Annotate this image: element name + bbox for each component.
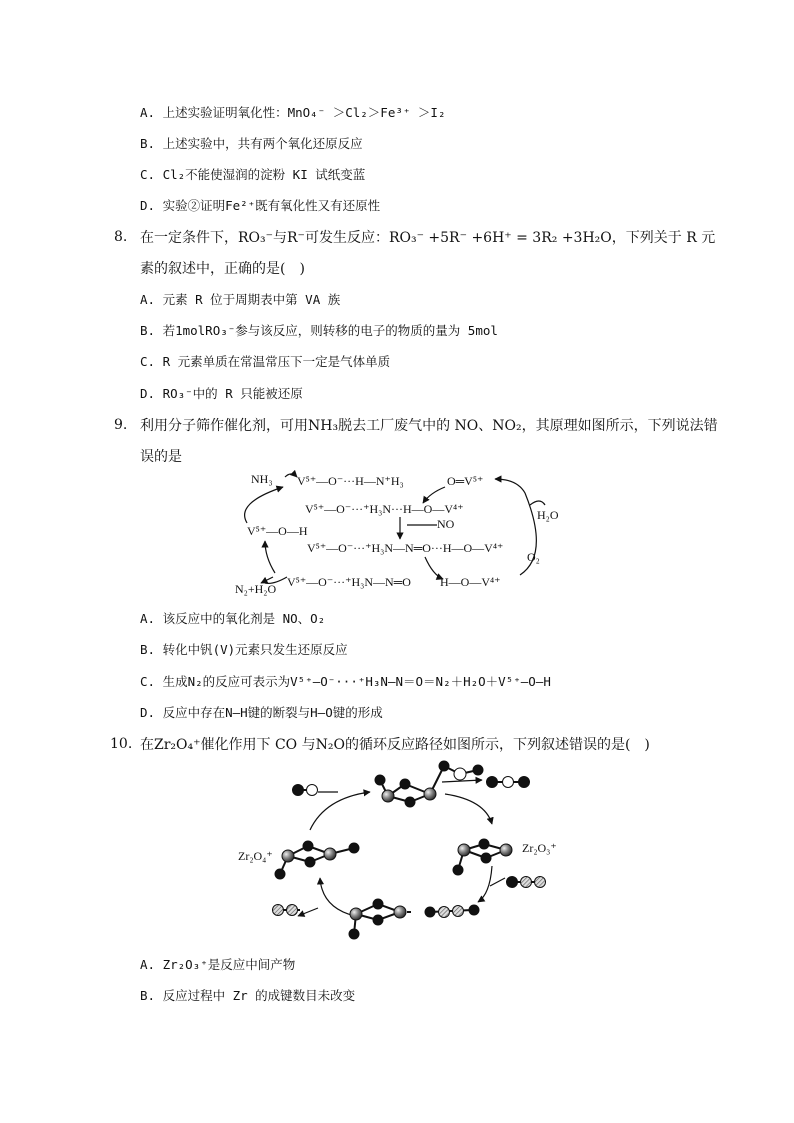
q9-mechanism-diagram xyxy=(225,465,565,600)
q8-number: 8. xyxy=(114,229,128,245)
q7-option-d: D. 实验②证明Fe²⁺既有氧化性又有还原性 xyxy=(140,198,381,213)
q8-option-a: A. 元素 R 位于周期表中第 VA 族 xyxy=(140,292,341,307)
q7-option-a: A. 上述实验证明氧化性：MnO₄⁻ ＞Cl₂＞Fe³⁺ ＞I₂ xyxy=(140,105,446,120)
label-h2o: H₂O xyxy=(537,508,559,522)
q9-stem-line2: 误的是 xyxy=(140,449,182,465)
q10-number: 10. xyxy=(110,736,133,752)
q8-stem-line2: 素的叙述中，正确的是( ) xyxy=(140,261,305,277)
species-top: V⁵⁺—O⁻···H—N⁺H₃ xyxy=(297,474,404,488)
q8-stem-line1: 在一定条件下，RO₃⁻与R⁻可发生反应：RO₃⁻ +5R⁻ +6H⁺ = 3R₂ +3H₂O，下列关于 R 元 xyxy=(140,230,716,246)
label-no: NO xyxy=(437,517,455,531)
q9-option-b: B. 转化中钒(V)元素只发生还原反应 xyxy=(140,642,348,657)
q8-option-d: D. RO₃⁻中的 R 只能被还原 xyxy=(140,386,303,401)
species-voh: V⁵⁺—O—H xyxy=(247,524,308,538)
label-zr2o3: Zr₂O₃⁺ xyxy=(522,841,557,855)
label-zr2o4: Zr₂O₄⁺ xyxy=(238,849,273,863)
q8-option-b: B. 若1molRO₃⁻参与该反应，则转移的电子的物质的量为 5mol xyxy=(140,323,498,338)
species-mid2: V⁵⁺—O⁻···⁺H₃N—N═O···H—O—V⁴⁺ xyxy=(307,541,504,555)
species-mid1: V⁵⁺—O⁻···⁺H₃N···H—O—V⁴⁺ xyxy=(305,502,464,516)
species-hov: H—O—V⁴⁺ xyxy=(440,575,501,589)
q9-stem-line1: 利用分子筛作催化剂，可用NH₃脱去工厂废气中的 NO、NO₂，其原理如图所示，下列说法错 xyxy=(140,418,718,434)
q10-option-b: B. 反应过程中 Zr 的成键数目未改变 xyxy=(140,988,356,1003)
q9-option-a: A. 该反应中的氧化剂是 NO、O₂ xyxy=(140,611,326,626)
label-o2: O₂ xyxy=(527,550,540,564)
q9-option-c: C. 生成N₂的反应可表示为V⁵⁺—O⁻···⁺H₃N—N＝O＝N₂＋H₂O＋V⁵⁺—O—H xyxy=(140,674,551,689)
q7-option-c: C. Cl₂不能使湿润的淀粉 KI 试纸变蓝 xyxy=(140,167,366,182)
label-n2h2o: N₂+H₂O xyxy=(235,582,277,596)
q7-option-b: B. 上述实验中，共有两个氧化还原反应 xyxy=(140,136,363,151)
q10-option-a: A. Zr₂O₃⁺是反应中间产物 xyxy=(140,957,296,972)
q9-number: 9. xyxy=(114,417,128,433)
q9-option-d: D. 反应中存在N—H键的断裂与H—O键的形成 xyxy=(140,705,383,720)
species-ov: O═V⁵⁺ xyxy=(447,474,484,488)
q10-cycle-diagram xyxy=(230,758,560,948)
q8-option-c: C. R 元素单质在常温常压下一定是气体单质 xyxy=(140,354,391,369)
q10-stem: 在Zr₂O₄⁺催化作用下 CO 与N₂O的循环反应路径如图所示，下列叙述错误的是( ) xyxy=(140,737,650,753)
species-bottom: V⁵⁺—O⁻···⁺H₃N—N═O xyxy=(287,575,411,589)
label-nh3: NH₃ xyxy=(251,472,273,486)
